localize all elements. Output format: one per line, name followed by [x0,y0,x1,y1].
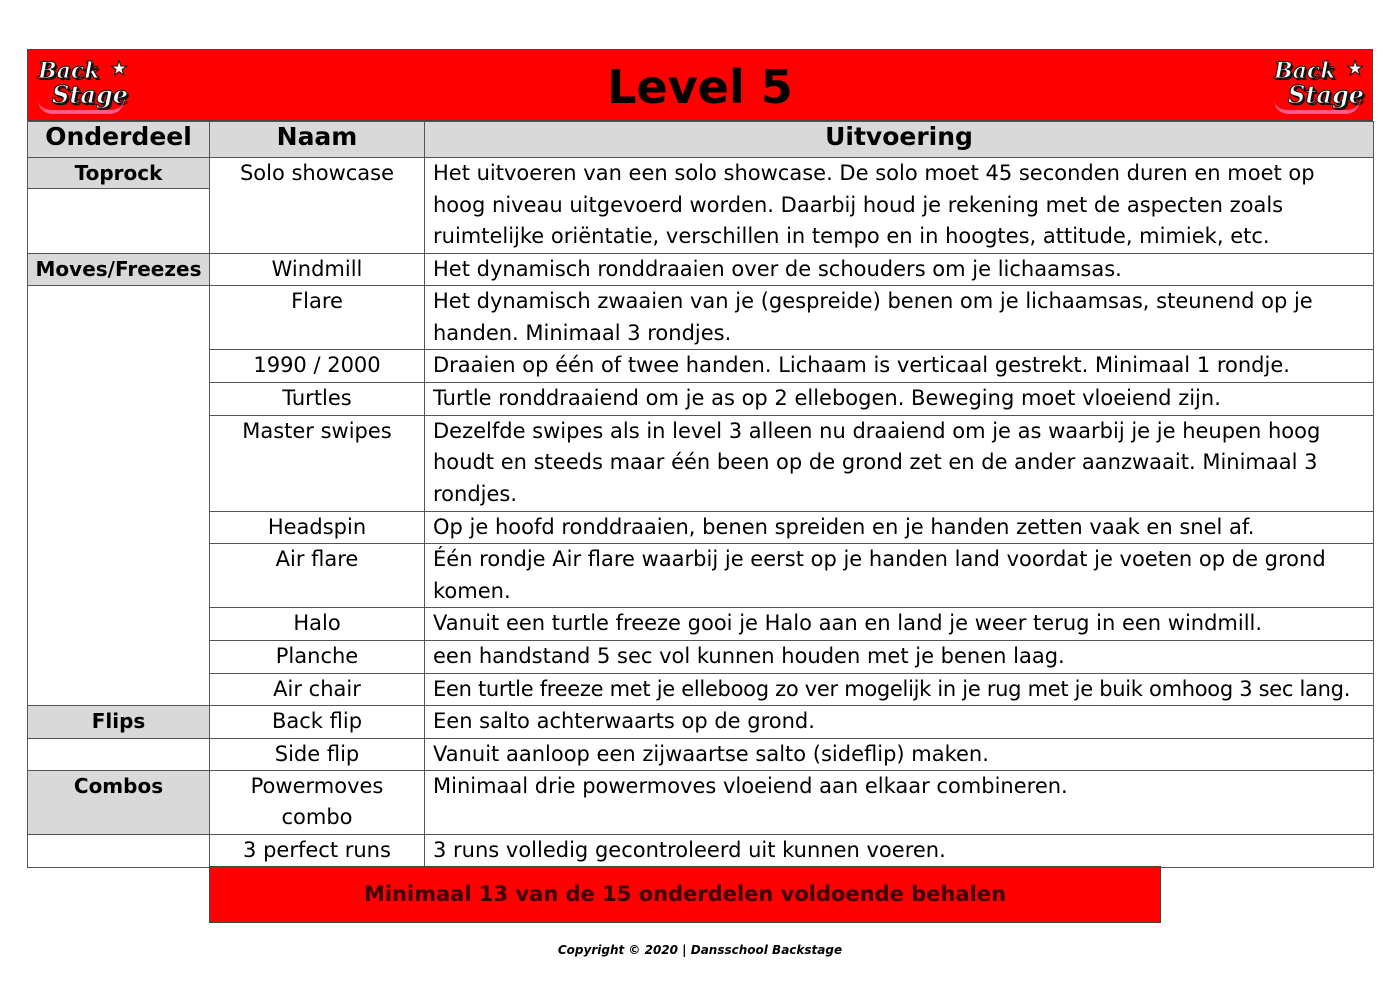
exercise-description: Vanuit aanloop een zijwaartse salto (sideflip) maken. [425,738,1374,771]
exercise-description: Het uitvoeren van een solo showcase. De solo moet 45 seconden duren en moet op hoog niveau uitgevoerd worden. Daarbij houd je rekening met de aspecten zoals ruimtelijke oriëntatie, verschillen in tempo en in hoogtes, attitude, mimiek, etc. [425,158,1374,254]
exercise-description: Een salto achterwaarts op de grond. [425,706,1374,739]
table-row [28,673,1374,706]
exercise-description: Dezelfde swipes als in level 3 alleen nu draaiend om je as waarbij je je heupen hoog houdt en steeds maar één been op de grond zet en de ander aanzwaait. Minimaal 3 rondjes. [425,415,1374,511]
table-row [28,738,1374,771]
backstage-logo-left [36,56,128,116]
table-row [28,158,1374,254]
exercise-description: Turtle ronddraaiend om je as op 2 ellebogen. Beweging moet vloeiend zijn. [425,383,1374,416]
logo-text-stage: Stage [52,80,129,109]
exercise-name: 3 perfect runs [210,835,425,868]
logo-text-back: Back [1274,58,1336,84]
exercise-name: Flare [210,286,425,350]
column-header-onderdeel: Onderdeel [28,122,210,158]
exercise-name: Halo [210,608,425,641]
exercise-name: 1990 / 2000 [210,350,425,383]
exercise-name: Air chair [210,673,425,706]
category-label: Toprock [28,158,209,189]
level-sheet [27,49,1373,868]
table-row [28,608,1374,641]
category-cell-flips [28,706,210,739]
table-row [28,544,1374,608]
exercise-description: Minimaal drie powermoves vloeiend aan elkaar combineren. [425,771,1374,835]
exercise-name: Windmill [210,253,425,286]
category-cell-empty [28,286,210,706]
exercise-name: Powermoves combo [210,771,425,835]
column-header-uitvoering: Uitvoering [425,122,1374,158]
exercise-description: Het dynamisch ronddraaien over de schouders om je lichaamsas. [425,253,1374,286]
table-row [28,415,1374,511]
exercise-description: Het dynamisch zwaaien van je (gespreide) benen om je lichaamsas, steunend op je handen. Minimaal 3 rondjes. [425,286,1374,350]
exercise-name: Side flip [210,738,425,771]
page-title: Level 5 [607,60,793,114]
table-row [28,383,1374,416]
exercise-name: Air flare [210,544,425,608]
star-icon: ★ [1346,58,1364,80]
exercise-name: Master swipes [210,415,425,511]
table-row [28,771,1374,835]
exercise-table [27,121,1374,868]
exercise-description: een handstand 5 sec vol kunnen houden met je benen laag. [425,641,1374,674]
requirement-banner: Minimaal 13 van de 15 onderdelen voldoende behalen [209,866,1161,923]
category-cell-moves-freezes [28,253,210,286]
category-label: Combos [73,774,164,798]
logo-swoosh [1274,100,1360,114]
category-cell-combos [28,771,210,835]
copyright-notice: Copyright © 2020 | Dansschool Backstage [557,943,843,957]
exercise-description: Op je hoofd ronddraaien, benen spreiden en je handen zetten vaak en snel af. [425,511,1374,544]
category-label: Flips [91,709,146,733]
table-row [28,253,1374,286]
logo-text-back: Back [38,58,100,84]
category-label: Moves/Freezes [35,256,202,281]
category-cell-toprock [28,158,210,254]
table-header-row [28,122,1374,158]
category-cell-empty [28,738,210,771]
exercise-description: Een turtle freeze met je elleboog zo ver mogelijk in je rug met je buik omhoog 3 sec lang. [425,673,1374,706]
title-banner [27,49,1373,121]
logo-text-stage: Stage [1288,80,1365,109]
star-icon: ★ [110,58,128,80]
exercise-name: Back flip [210,706,425,739]
exercise-name: Turtles [210,383,425,416]
table-row [28,706,1374,739]
column-header-naam: Naam [210,122,425,158]
table-row [28,835,1374,868]
exercise-description: Draaien op één of twee handen. Lichaam is verticaal gestrekt. Minimaal 1 rondje. [425,350,1374,383]
backstage-logo-right [1272,56,1364,116]
logo-swoosh [38,100,124,114]
exercise-name: Headspin [210,511,425,544]
table-row [28,641,1374,674]
exercise-description: Één rondje Air flare waarbij je eerst op je handen land voordat je voeten op de grond komen. [425,544,1374,608]
table-row [28,350,1374,383]
exercise-description: Vanuit een turtle freeze gooi je Halo aan en land je weer terug in een windmill. [425,608,1374,641]
exercise-name: Planche [210,641,425,674]
exercise-name: Solo showcase [210,158,425,254]
table-row [28,511,1374,544]
table-row [28,286,1374,350]
category-cell-empty [28,835,210,868]
exercise-description: 3 runs volledig gecontroleerd uit kunnen voeren. [425,835,1374,868]
